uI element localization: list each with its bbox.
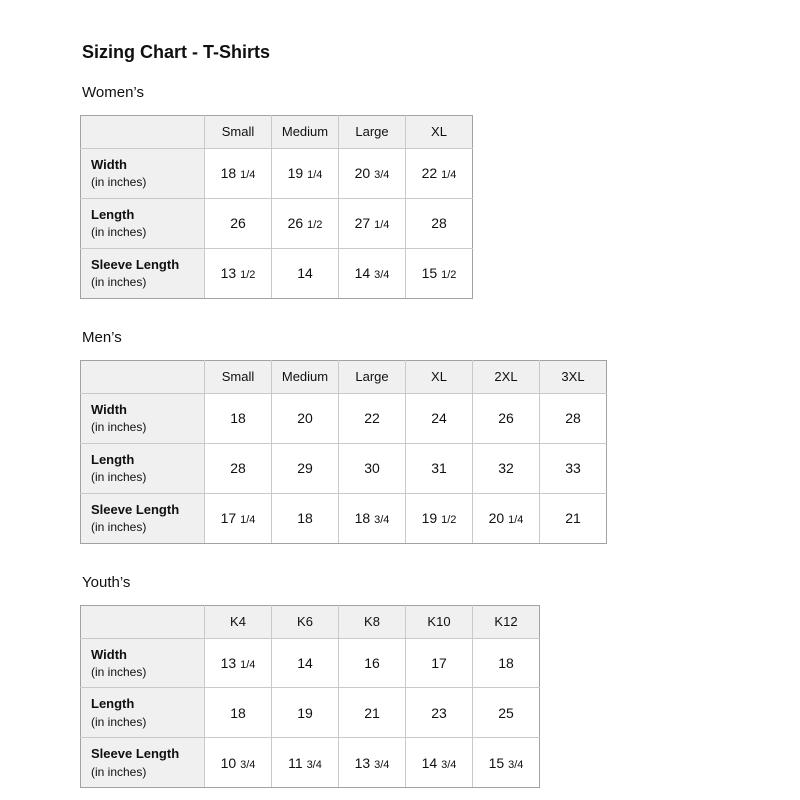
table-row-length	[81, 443, 607, 493]
size-value: 28	[406, 198, 473, 248]
size-value: 21	[540, 493, 607, 543]
sizing-table-mens	[80, 360, 607, 544]
size-value: 17	[406, 638, 473, 688]
size-value: 14 3/4	[406, 738, 473, 788]
size-value: 18 3/4	[339, 493, 406, 543]
row-header-sleeve-length	[81, 493, 205, 543]
size-value: 26	[473, 393, 540, 443]
size-value: 13 1/4	[205, 638, 272, 688]
row-header-length	[81, 688, 205, 738]
column-header-xl: XL	[406, 115, 473, 148]
row-label: Sleeve Length	[91, 501, 180, 517]
table-header-row	[81, 360, 607, 393]
table-header-row	[81, 605, 540, 638]
size-value: 17 1/4	[205, 493, 272, 543]
size-value: 29	[272, 443, 339, 493]
table-header-row	[81, 115, 473, 148]
row-header-width	[81, 148, 205, 198]
row-sublabel: (in inches)	[91, 764, 147, 779]
column-header-2xl: 2XL	[473, 360, 540, 393]
size-value: 18	[205, 393, 272, 443]
column-header-k4: K4	[205, 605, 272, 638]
table-row-width	[81, 638, 540, 688]
size-value: 19 1/2	[406, 493, 473, 543]
row-label: Width	[91, 156, 127, 172]
size-value: 16	[339, 638, 406, 688]
size-value: 28	[205, 443, 272, 493]
table-row-length	[81, 688, 540, 738]
page-title: Sizing Chart - T-Shirts	[82, 42, 271, 62]
column-header-k8: K8	[339, 605, 406, 638]
size-value: 23	[406, 688, 473, 738]
row-header-length	[81, 198, 205, 248]
size-value: 15 3/4	[473, 738, 540, 788]
size-value: 24	[406, 393, 473, 443]
corner-cell	[81, 115, 205, 148]
size-value: 18 1/4	[205, 148, 272, 198]
sizing-table-youths	[80, 605, 540, 789]
table-row-width	[81, 393, 607, 443]
size-value: 19 1/4	[272, 148, 339, 198]
row-header-width	[81, 638, 205, 688]
table-row-sleeve-length	[81, 493, 607, 543]
section-heading-mens: Men’s	[82, 328, 122, 346]
row-header-sleeve-length	[81, 248, 205, 298]
row-label: Width	[91, 646, 127, 662]
size-value: 33	[540, 443, 607, 493]
column-header-k10: K10	[406, 605, 473, 638]
column-header-medium: Medium	[272, 360, 339, 393]
row-sublabel: (in inches)	[91, 274, 147, 289]
size-value: 27 1/4	[339, 198, 406, 248]
size-value: 21	[339, 688, 406, 738]
row-label: Length	[91, 696, 135, 712]
size-value: 11 3/4	[272, 738, 339, 788]
size-value: 20 3/4	[339, 148, 406, 198]
size-value: 26 1/2	[272, 198, 339, 248]
size-value: 18	[473, 638, 540, 688]
column-header-large: Large	[339, 115, 406, 148]
row-sublabel: (in inches)	[91, 714, 147, 729]
row-label: Length	[91, 451, 135, 467]
corner-cell	[81, 360, 205, 393]
table-row-sleeve-length	[81, 738, 540, 788]
size-value: 26	[205, 198, 272, 248]
size-value: 18	[272, 493, 339, 543]
size-value: 14	[272, 638, 339, 688]
size-value: 19	[272, 688, 339, 738]
row-sublabel: (in inches)	[91, 664, 147, 679]
row-header-width	[81, 393, 205, 443]
size-value: 32	[473, 443, 540, 493]
section-womens	[80, 84, 800, 299]
size-value: 18	[205, 688, 272, 738]
size-value: 20 1/4	[473, 493, 540, 543]
row-sublabel: (in inches)	[91, 224, 147, 239]
row-label: Sleeve Length	[91, 256, 180, 272]
column-header-medium: Medium	[272, 115, 339, 148]
column-header-small: Small	[205, 115, 272, 148]
sizing-table-womens	[80, 115, 473, 299]
section-mens	[80, 329, 800, 544]
table-row-width	[81, 148, 473, 198]
size-value: 20	[272, 393, 339, 443]
column-header-xl: XL	[406, 360, 473, 393]
size-value: 22	[339, 393, 406, 443]
size-value: 14	[272, 248, 339, 298]
size-value: 30	[339, 443, 406, 493]
section-heading-youths: Youth’s	[82, 573, 131, 591]
size-value: 28	[540, 393, 607, 443]
row-sublabel: (in inches)	[91, 519, 147, 534]
table-row-length	[81, 198, 473, 248]
row-header-length	[81, 443, 205, 493]
size-value: 31	[406, 443, 473, 493]
row-label: Width	[91, 401, 127, 417]
column-header-k6: K6	[272, 605, 339, 638]
corner-cell	[81, 605, 205, 638]
column-header-k12: K12	[473, 605, 540, 638]
size-value: 22 1/4	[406, 148, 473, 198]
column-header-3xl: 3XL	[540, 360, 607, 393]
row-sublabel: (in inches)	[91, 469, 147, 484]
row-header-sleeve-length	[81, 738, 205, 788]
row-label: Sleeve Length	[91, 746, 180, 762]
size-value: 14 3/4	[339, 248, 406, 298]
size-value: 25	[473, 688, 540, 738]
table-row-sleeve-length	[81, 248, 473, 298]
row-sublabel: (in inches)	[91, 419, 147, 434]
size-value: 15 1/2	[406, 248, 473, 298]
row-sublabel: (in inches)	[91, 174, 147, 189]
column-header-small: Small	[205, 360, 272, 393]
section-youths	[80, 574, 800, 789]
section-heading-womens: Women’s	[82, 83, 144, 101]
column-header-large: Large	[339, 360, 406, 393]
size-value: 13 1/2	[205, 248, 272, 298]
size-value: 13 3/4	[339, 738, 406, 788]
row-label: Length	[91, 206, 135, 222]
size-value: 10 3/4	[205, 738, 272, 788]
